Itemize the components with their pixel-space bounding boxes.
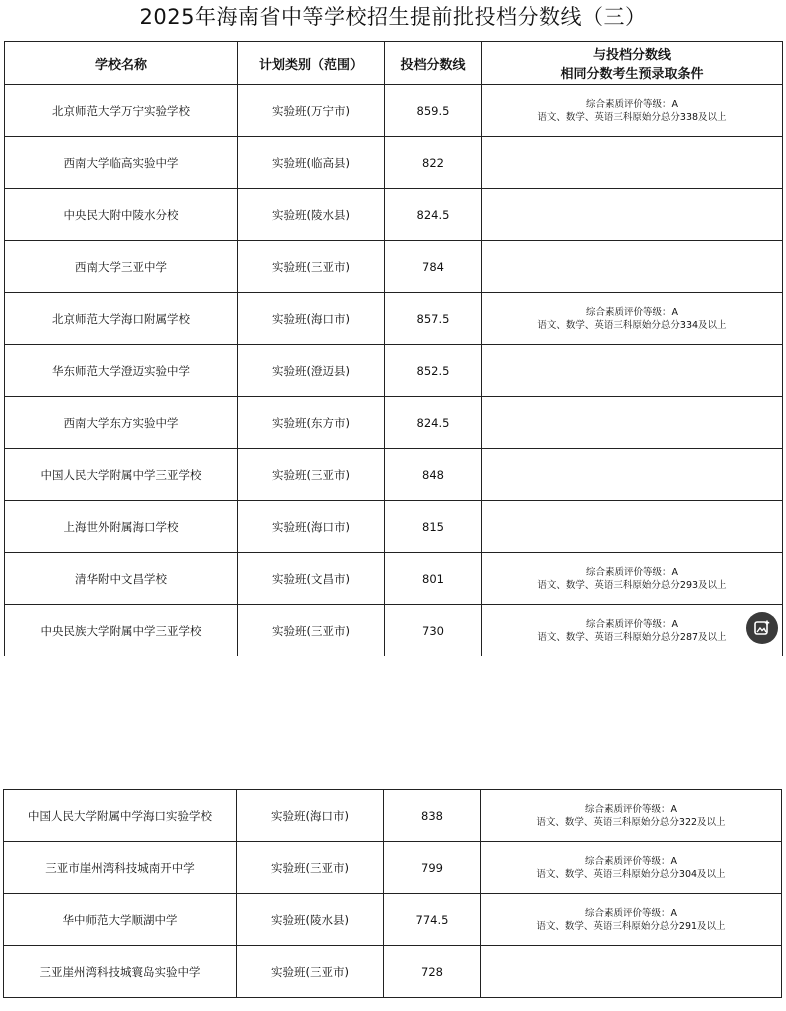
condition-total-score: 语文、数学、英语三科原始分总分304及以上: [536, 868, 726, 880]
cell-score-line: 848: [385, 449, 482, 501]
cell-score-line: 728: [384, 946, 481, 998]
condition-grade: 综合素质评价等级：A: [586, 566, 678, 578]
table-row: [4, 790, 782, 842]
cell-admission-condition: [482, 85, 783, 137]
condition-total-score: 语文、数学、英语三科原始分总分291及以上: [536, 920, 726, 932]
cell-admission-condition: [482, 241, 783, 293]
condition-grade: 综合素质评价等级：A: [585, 855, 677, 867]
table-row: [5, 449, 783, 501]
cell-admission-condition: [481, 790, 782, 842]
cell-score-line: 822: [385, 137, 482, 189]
condition-total-score: 语文、数学、英语三科原始分总分338及以上: [537, 111, 727, 123]
cell-plan-category: 实验班(海口市): [238, 293, 385, 345]
cell-plan-category: 实验班(澄迈县): [238, 345, 385, 397]
page-title: 2025年海南省中等学校招生提前批投档分数线（三）: [139, 5, 647, 29]
cell-plan-category: 实验班(海口市): [237, 790, 384, 842]
header-school-name: 学校名称: [5, 42, 238, 85]
cell-school-name: 西南大学东方实验中学: [5, 397, 238, 449]
cell-score-line: 774.5: [384, 894, 481, 946]
table-row: [4, 946, 782, 998]
cell-score-line: 799: [384, 842, 481, 894]
cell-school-name: 清华附中文昌学校: [5, 553, 238, 605]
condition-grade: 综合素质评价等级：A: [586, 306, 678, 318]
condition-grade: 综合素质评价等级：A: [585, 803, 677, 815]
cell-score-line: 730: [385, 605, 482, 657]
cell-plan-category: 实验班(三亚市): [237, 842, 384, 894]
cell-school-name: 中央民大附中陵水分校: [5, 189, 238, 241]
table-row: [5, 241, 783, 293]
cell-school-name: 三亚市崖州湾科技城南开中学: [4, 842, 237, 894]
cell-plan-category: 实验班(东方市): [238, 397, 385, 449]
table-row: [5, 397, 783, 449]
cell-admission-condition: [482, 137, 783, 189]
cell-school-name: 北京师范大学海口附属学校: [5, 293, 238, 345]
cell-admission-condition: [481, 842, 782, 894]
cell-school-name: 西南大学临高实验中学: [5, 137, 238, 189]
table-row: [4, 894, 782, 946]
condition-total-score: 语文、数学、英语三科原始分总分287及以上: [537, 631, 727, 643]
cell-admission-condition: [482, 449, 783, 501]
cell-school-name: 三亚崖州湾科技城寰岛实验中学: [4, 946, 237, 998]
score-table: [4, 41, 783, 656]
cell-score-line: 784: [385, 241, 482, 293]
header-cond-line1: 与投档分数线: [592, 48, 671, 63]
cell-school-name: 北京师范大学万宁实验学校: [5, 85, 238, 137]
table-row: [5, 345, 783, 397]
table-row: [4, 842, 782, 894]
cell-plan-category: 实验班(万宁市): [238, 85, 385, 137]
cell-school-name: 西南大学三亚中学: [5, 241, 238, 293]
cell-plan-category: 实验班(海口市): [238, 501, 385, 553]
cell-score-line: 852.5: [385, 345, 482, 397]
condition-grade: 综合素质评价等级：A: [585, 907, 677, 919]
cell-school-name: 华东师范大学澄迈实验中学: [5, 345, 238, 397]
cell-score-line: 859.5: [385, 85, 482, 137]
cell-plan-category: 实验班(三亚市): [237, 946, 384, 998]
condition-total-score: 语文、数学、英语三科原始分总分334及以上: [537, 319, 727, 331]
cell-plan-category: 实验班(陵水县): [237, 894, 384, 946]
cell-plan-category: 实验班(三亚市): [238, 605, 385, 657]
cell-school-name: 华中师范大学顺湖中学: [4, 894, 237, 946]
table-row: [5, 85, 783, 137]
table-row: [5, 553, 783, 605]
cell-school-name: 中国人民大学附属中学三亚学校: [5, 449, 238, 501]
condition-grade: 综合素质评价等级：A: [586, 618, 678, 630]
table-row: [5, 189, 783, 241]
cell-score-line: 801: [385, 553, 482, 605]
table-row: [5, 501, 783, 553]
cell-plan-category: 实验班(临高县): [238, 137, 385, 189]
table-row: [5, 293, 783, 345]
cell-score-line: 824.5: [385, 189, 482, 241]
cell-admission-condition: [482, 397, 783, 449]
cell-admission-condition: [481, 946, 782, 998]
header-admission-condition: [482, 42, 783, 85]
cell-plan-category: 实验班(文昌市): [238, 553, 385, 605]
condition-grade: 综合素质评价等级：A: [586, 98, 678, 110]
cell-admission-condition: [482, 501, 783, 553]
cell-admission-condition: [482, 553, 783, 605]
cell-plan-category: 实验班(三亚市): [238, 449, 385, 501]
cell-school-name: 中国人民大学附属中学海口实验学校: [4, 790, 237, 842]
score-table-continued: [3, 789, 782, 998]
condition-total-score: 语文、数学、英语三科原始分总分322及以上: [536, 816, 726, 828]
header-score-line: 投档分数线: [385, 42, 482, 85]
image-edit-icon: [753, 619, 771, 637]
table-header-row: [5, 42, 783, 85]
header-cond-line2: 相同分数考生预录取条件: [560, 67, 704, 82]
cell-school-name: 中央民族大学附属中学三亚学校: [5, 605, 238, 657]
cell-admission-condition: [481, 894, 782, 946]
cell-school-name: 上海世外附属海口学校: [5, 501, 238, 553]
cell-plan-category: 实验班(三亚市): [238, 241, 385, 293]
cell-plan-category: 实验班(陵水县): [238, 189, 385, 241]
cell-admission-condition: [482, 605, 783, 657]
cell-score-line: 857.5: [385, 293, 482, 345]
cell-score-line: 838: [384, 790, 481, 842]
cell-admission-condition: [482, 293, 783, 345]
condition-total-score: 语文、数学、英语三科原始分总分293及以上: [537, 579, 727, 591]
image-tool-button[interactable]: [746, 612, 778, 644]
table-row: [5, 605, 783, 657]
cell-score-line: 824.5: [385, 397, 482, 449]
table-row: [5, 137, 783, 189]
header-plan-category: 计划类别（范围）: [238, 42, 385, 85]
cell-score-line: 815: [385, 501, 482, 553]
cell-admission-condition: [482, 189, 783, 241]
cell-admission-condition: [482, 345, 783, 397]
